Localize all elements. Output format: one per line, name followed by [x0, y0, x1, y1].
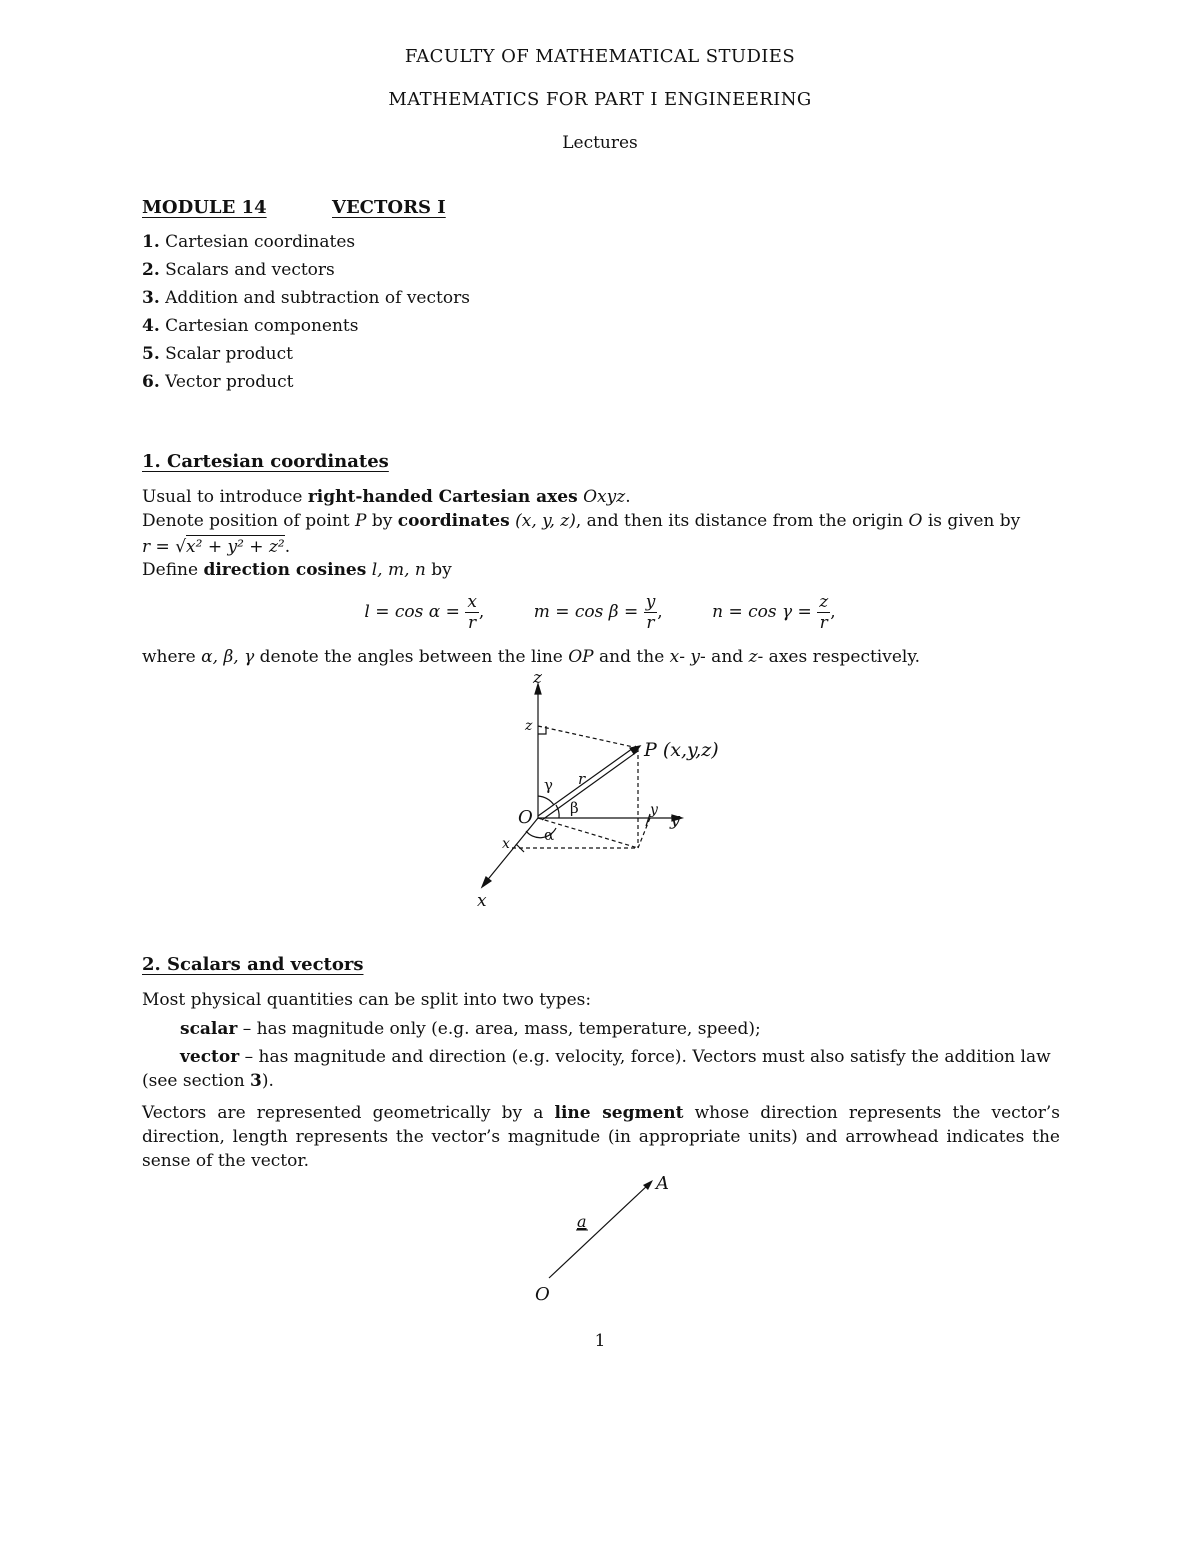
- y-axis-label: y: [670, 809, 681, 830]
- toc-label: Scalars and vectors: [165, 260, 335, 280]
- denominator: r: [819, 613, 828, 633]
- dash-foot-to-y: [638, 818, 650, 848]
- section-ref: 3: [250, 1071, 262, 1091]
- text: and the: [593, 647, 670, 667]
- module-number: MODULE 14: [142, 197, 267, 218]
- cartesian-axes-figure: [460, 668, 760, 913]
- text: – has magnitude and direction (e.g. velocity, force). Vectors must also satisfy the addition law: [239, 1047, 1051, 1067]
- scalar-definition: [180, 1017, 1060, 1041]
- text: , and then its distance from the origin: [575, 511, 909, 531]
- y-tick-label: y: [650, 802, 658, 818]
- origin-O-label: O: [518, 807, 533, 828]
- math-radicand: x² + y² + z²: [186, 537, 285, 557]
- text: by: [366, 511, 398, 531]
- comma: ,: [478, 602, 485, 622]
- numerator: z: [819, 592, 829, 612]
- module-title: VECTORS I: [332, 197, 446, 218]
- comma: ,: [657, 602, 663, 622]
- page-number: 1: [594, 1331, 606, 1351]
- text: Denote position of point: [142, 511, 355, 531]
- op-line-b: [542, 751, 638, 820]
- text: .: [625, 487, 631, 507]
- eq-l-lhs: l = cos α =: [364, 602, 460, 622]
- z-axis-label: z: [533, 668, 542, 688]
- text: ).: [261, 1071, 274, 1091]
- section2-heading: 2. Scalars and vectors: [142, 954, 364, 975]
- r-label: r: [578, 770, 586, 788]
- eq-m-lhs: m = cos β =: [533, 602, 639, 622]
- math-OP: OP: [568, 647, 594, 667]
- text: is given by: [922, 511, 1021, 531]
- text: whose direction represents the vector’s direction, length represents the vector’s magnitude (in appropriate units) and arrowhead indicates the sense of the vector.: [142, 1103, 1060, 1171]
- right-angle-mark: [538, 726, 546, 734]
- z-tick-label: z: [525, 718, 533, 734]
- numerator: y: [645, 592, 656, 612]
- text: (see section: [142, 1071, 251, 1091]
- vector-definition-cont: [142, 1069, 1060, 1093]
- dash-z-to-P: [538, 726, 638, 748]
- math-P: P: [354, 511, 367, 531]
- vector-a-label: a: [577, 1212, 587, 1231]
- toc-num: 4.: [142, 316, 160, 336]
- math-O: O: [908, 511, 923, 531]
- toc-label: Cartesian coordinates: [165, 232, 356, 252]
- alpha-label: α: [544, 826, 555, 844]
- text: denote the angles between the line: [254, 647, 569, 667]
- denominator: r: [468, 613, 477, 633]
- section1-para1: [142, 485, 1060, 509]
- section1-para3: [142, 535, 1060, 559]
- gamma-label: γ: [544, 776, 553, 794]
- section2-intro: Most physical quantities can be split into two types:: [142, 990, 592, 1010]
- eq-n: [712, 592, 835, 633]
- eq-m: [534, 592, 663, 633]
- toc-item-5: [142, 343, 293, 365]
- faculty-heading: FACULTY OF MATHEMATICAL STUDIES: [404, 46, 796, 67]
- toc-item-6: [142, 371, 293, 393]
- beta-arc: [556, 805, 559, 818]
- toc-item-1: [142, 231, 355, 253]
- math-lmn: l, m, n: [371, 560, 426, 580]
- toc-item-2: [142, 259, 335, 281]
- math-x: x: [669, 647, 680, 667]
- toc-item-3: [142, 287, 470, 309]
- math-oxyz: Oxyz: [583, 487, 626, 507]
- text: Usual to introduce: [142, 487, 308, 507]
- section1-para4: [142, 558, 1060, 582]
- text: - and: [700, 647, 749, 667]
- point-O-label: O: [535, 1284, 550, 1305]
- eq-n-fraction: [817, 592, 830, 633]
- section1-para5: [142, 645, 1060, 669]
- math-angles: α, β, γ: [201, 647, 255, 667]
- term-vector: vector: [180, 1047, 240, 1067]
- toc-label: Vector product: [165, 372, 294, 392]
- toc-num: 5.: [142, 344, 160, 364]
- term-scalar: scalar: [180, 1019, 238, 1039]
- point-P-label: P (x,y,z): [644, 739, 719, 761]
- direction-cosines-equation: [0, 592, 1200, 633]
- sqrt-sign: √: [175, 537, 187, 557]
- text: where: [142, 647, 202, 667]
- geometric-representation-para: [142, 1101, 1060, 1173]
- vector-line: [549, 1184, 649, 1278]
- eq-n-lhs: n = cos γ =: [712, 602, 812, 622]
- term-line-segment: line segment: [554, 1103, 684, 1123]
- text: - axes respectively.: [757, 647, 921, 667]
- section1-heading: 1. Cartesian coordinates: [142, 451, 389, 472]
- text: .: [284, 537, 291, 557]
- x-tick-label: x: [502, 836, 510, 852]
- lectures-label: Lectures: [562, 133, 638, 153]
- term-cartesian-axes: right-handed Cartesian axes: [307, 487, 578, 507]
- course-heading: MATHEMATICS FOR PART I ENGINEERING: [388, 89, 812, 110]
- toc-label: Scalar product: [165, 344, 293, 364]
- denominator: r: [646, 613, 655, 633]
- math-coords: (x, y, z): [515, 511, 576, 531]
- text: – has magnitude only (e.g. area, mass, temperature, speed);: [237, 1019, 761, 1039]
- math-y: y: [690, 647, 701, 667]
- text: by: [425, 560, 452, 580]
- term-coordinates: coordinates: [397, 511, 510, 531]
- eq-m-fraction: [644, 592, 658, 633]
- x-axis-label: x: [477, 891, 487, 911]
- toc-label: Addition and subtraction of vectors: [165, 288, 470, 308]
- text: Vectors are represented geometrically by a: [142, 1103, 555, 1123]
- section1-para2: [142, 509, 1060, 533]
- vector-definition: [180, 1045, 1060, 1069]
- term-direction-cosines: direction cosines: [203, 560, 367, 580]
- x-axis-arrowhead: [482, 877, 491, 887]
- text: -: [679, 647, 691, 667]
- numerator: x: [467, 592, 477, 612]
- toc-num: 1.: [142, 232, 160, 252]
- toc-label: Cartesian components: [165, 316, 359, 336]
- point-A-label: A: [656, 1173, 669, 1194]
- eq-l: [364, 592, 484, 633]
- math-r-lhs: r =: [142, 537, 176, 557]
- math-z: z: [748, 647, 758, 667]
- toc-item-4: [142, 315, 358, 337]
- text: Define: [142, 560, 204, 580]
- gamma-arc: [538, 796, 554, 805]
- toc-num: 3.: [142, 288, 160, 308]
- beta-label: β: [570, 799, 579, 817]
- vector-oa-figure: [525, 1168, 685, 1308]
- toc-num: 6.: [142, 372, 160, 392]
- toc-num: 2.: [142, 260, 160, 280]
- comma: ,: [830, 602, 836, 622]
- eq-l-fraction: [465, 592, 479, 633]
